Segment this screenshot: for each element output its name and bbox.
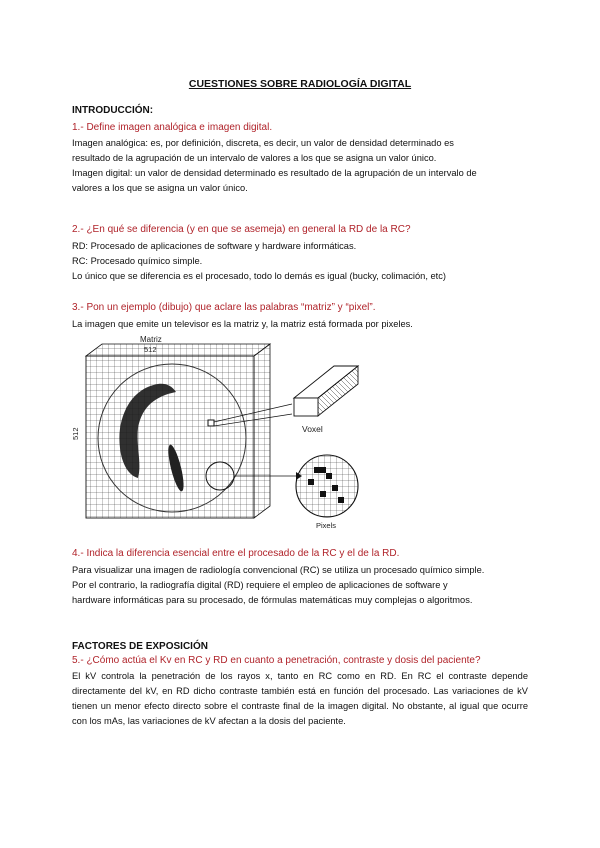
answer-3-line: La imagen que emite un televisor es la matriz y, la matriz está formada por pixeles. [72, 319, 413, 329]
answer-1-line: resultado de la agrupación de un intervalo de valores a los que se asigna un valor único. [72, 153, 437, 163]
factors-heading: FACTORES DE EXPOSICIÓN [72, 641, 208, 652]
answer-5-paragraph: El kV controla la penetración de los rayos x, tanto en RC como en RD. En RC el contraste depende directamente del kV, en RD dicho contraste también está en función del procesado. Las variaciones de kV tienen un menor efecto directo sobre el contraste final de la imagen digital. No obstante, al igual que ocurre con los mAs, las variaciones de kV afectan a la dosis del paciente. [72, 671, 528, 726]
answer-1-line: Imagen analógica: es, por definición, discreta, es decir, un valor de densidad determinado es [72, 138, 454, 148]
page-title: CUESTIONES SOBRE RADIOLOGÍA DIGITAL [188, 78, 412, 90]
answer-4-line: Para visualizar una imagen de radiología convencional (RC) se utiliza un procesado químico simple. [72, 565, 485, 575]
question-5: 5.- ¿Cómo actúa el Kv en RC y RD en cuanto a penetración, contraste y dosis del paciente? [72, 655, 481, 666]
answer-4-line: Por el contrario, la radiografía digital (RD) requiere el empleo de aplicaciones de software y [72, 580, 448, 590]
matrix-size-left: 512 [71, 427, 80, 440]
pixels-label: Pixels [316, 521, 337, 530]
answer-1-line: Imagen digital: un valor de densidad determinado es resultado de la agrupación de un intervalo de [72, 168, 477, 178]
voxel-front-face [294, 398, 318, 416]
question-4: 4.- Indica la diferencia esencial entre el procesado de la RC y el de la RD. [72, 548, 400, 559]
answer-2-line: RD: Procesado de aplicaciones de software y hardware informáticas. [72, 241, 357, 251]
matrix-size-top: 512 [144, 345, 157, 354]
matrix-pixel-figure [72, 336, 362, 532]
voxel-selection-cell [208, 420, 214, 426]
voxel-label: Voxel [302, 424, 323, 434]
matrix-label: Matriz [140, 335, 162, 344]
answer-1-line: valores a los que se asigna un valor único. [72, 183, 248, 193]
question-2: 2.- ¿En qué se diferencia (y en que se asemeja) en general la RD de la RC? [72, 224, 411, 235]
question-3: 3.- Pon un ejemplo (dibujo) que aclare las palabras “matriz” y “pixel”. [72, 302, 376, 313]
answer-4-line: hardware informáticas para su procesado, de fórmulas matemáticas muy complejas o algoritmos. [72, 595, 473, 605]
intro-heading: INTRODUCCIÓN: [72, 105, 154, 116]
answer-2-line: RC: Procesado químico simple. [72, 256, 203, 266]
matrix-top-face [86, 344, 270, 356]
question-1: 1.- Define imagen analógica e imagen digital. [72, 122, 273, 133]
answer-2-line: Lo único que se diferencia es el procesado, todo lo demás es igual (bucky, colimación, etc) [72, 271, 446, 281]
matrix-front-face [86, 356, 254, 518]
matrix-side-face [254, 344, 270, 518]
